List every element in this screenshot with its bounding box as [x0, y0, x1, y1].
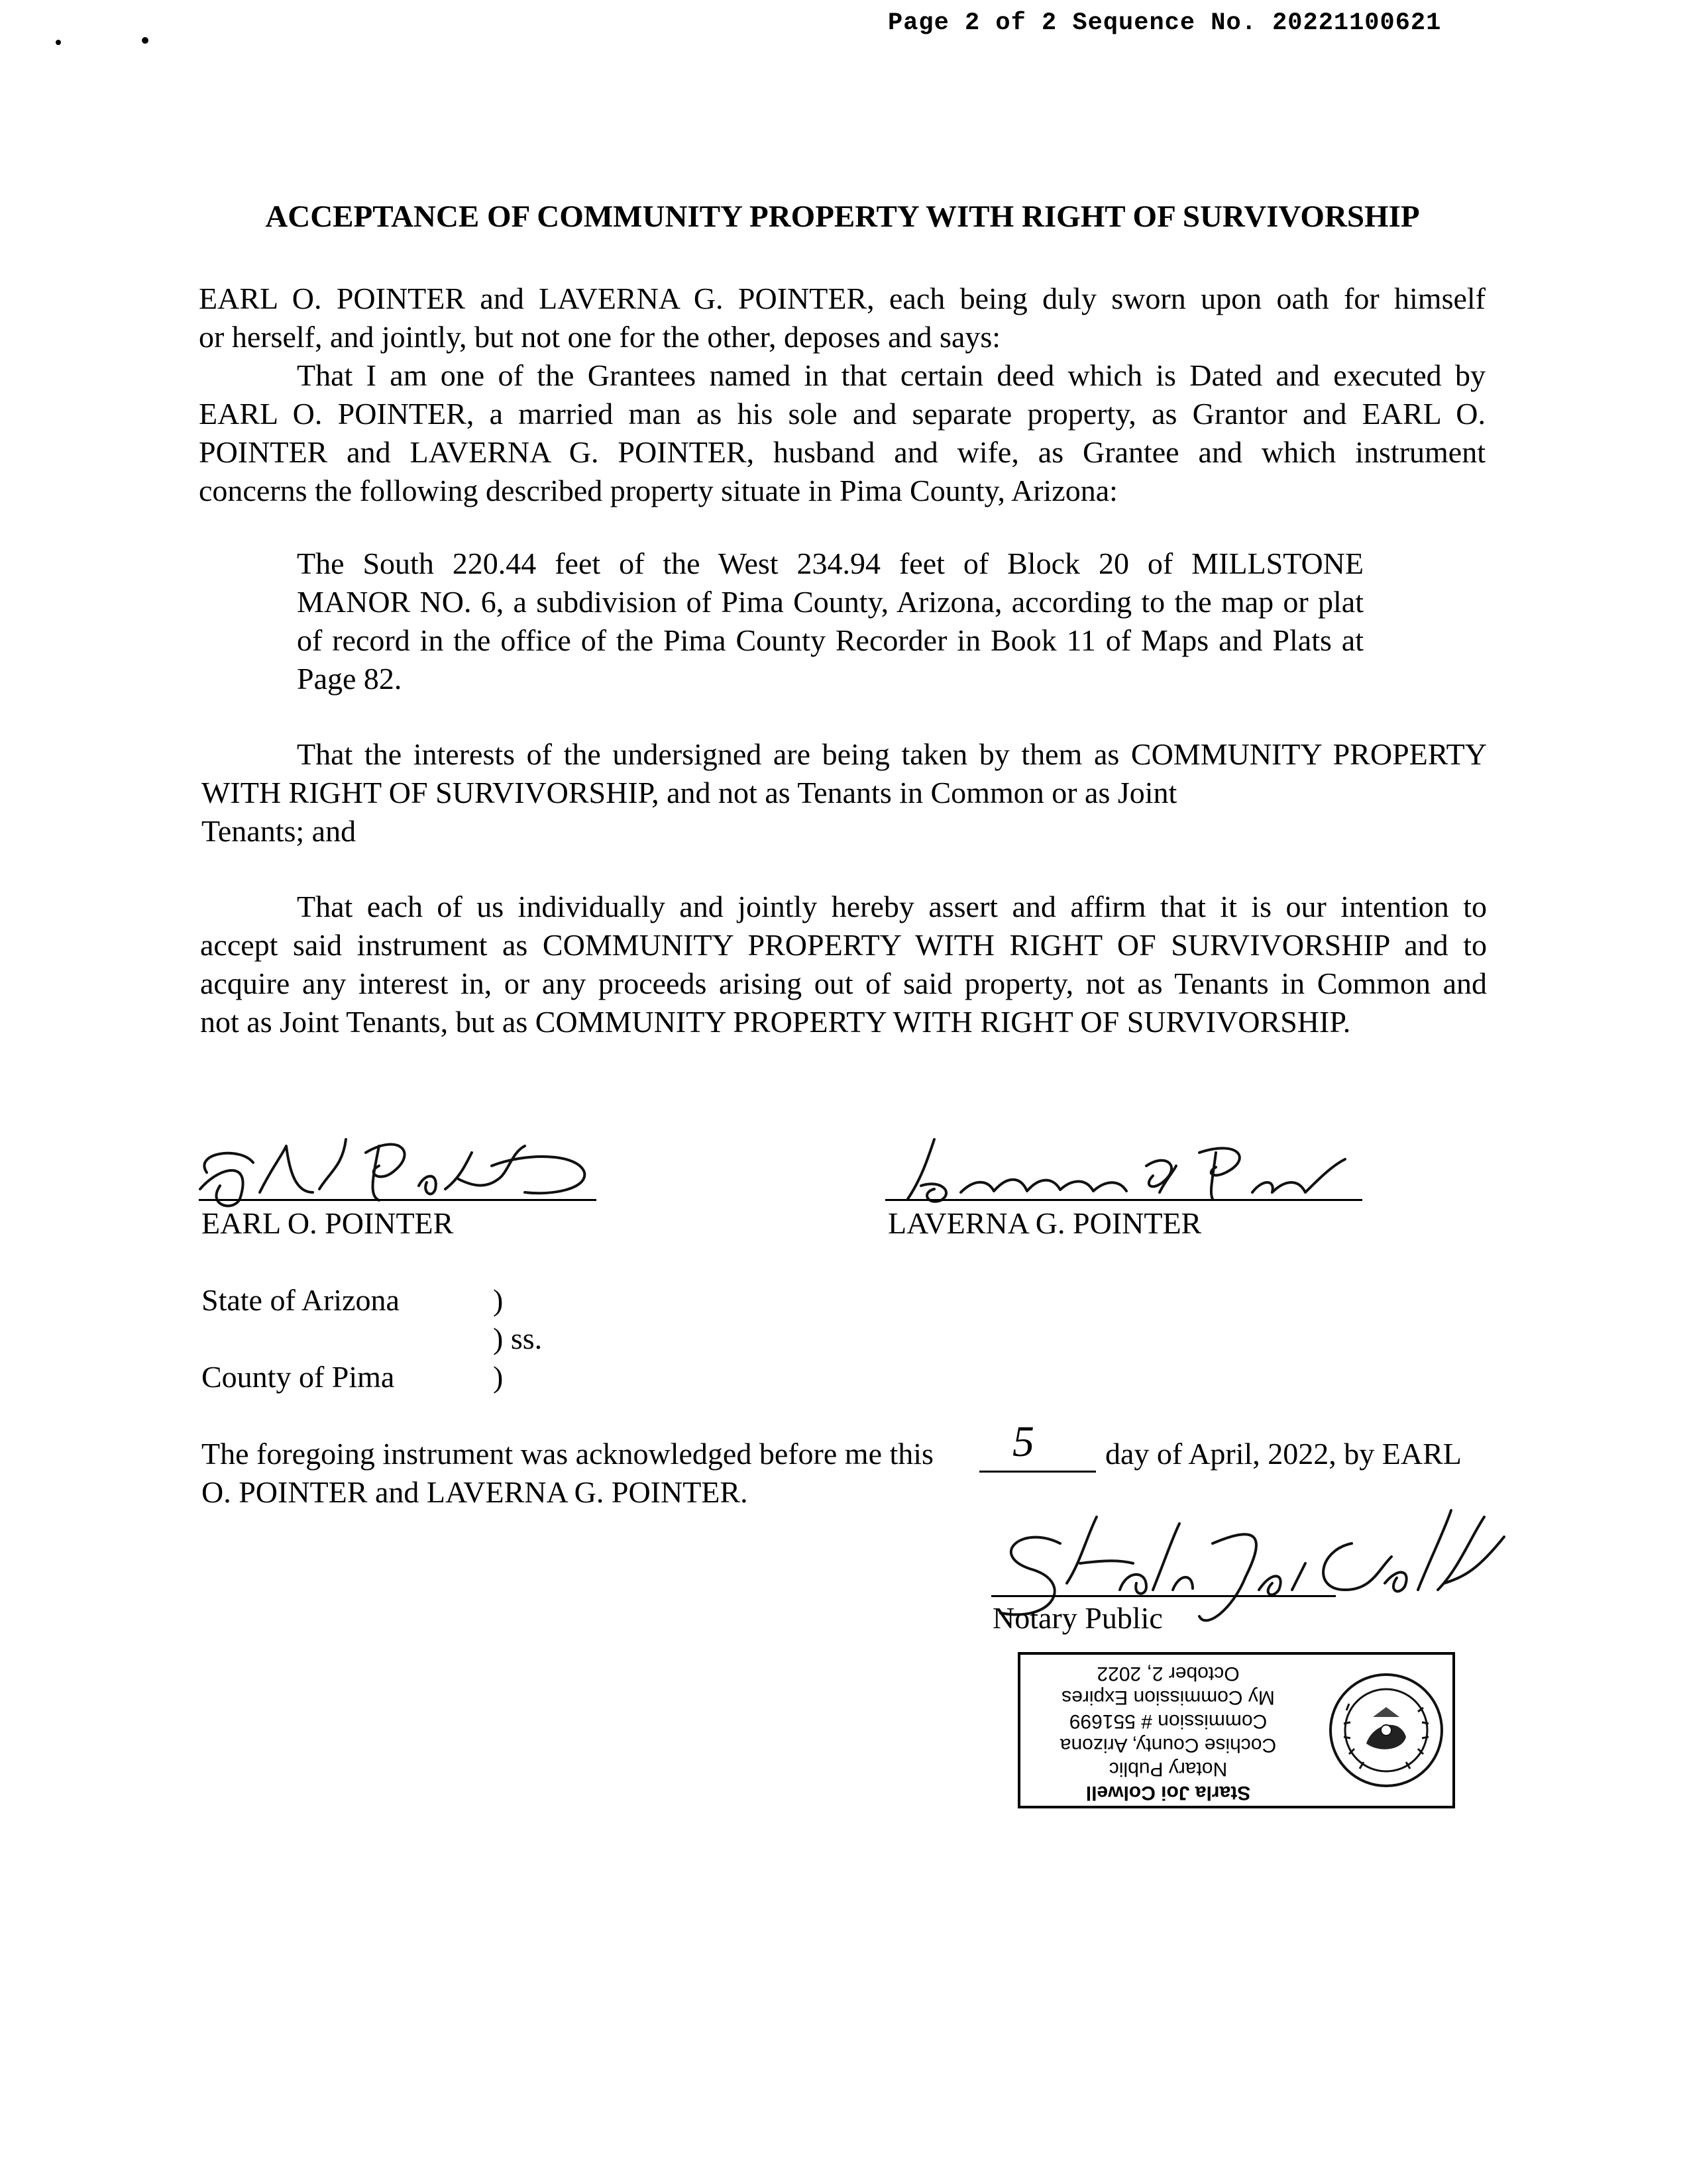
- seal-line: Starla Joi Colwell: [1085, 1782, 1251, 1804]
- intro-line: or herself, and jointly, but not one for the other, deposes and says:: [199, 320, 1001, 354]
- seal-line: October 2, 2022: [1097, 1663, 1240, 1685]
- notary-public-label: Notary Public: [993, 1601, 1163, 1635]
- notary-seal-text: [1026, 1661, 1311, 1804]
- page-sequence-header: Page 2 of 2 Sequence No. 20221100621: [888, 9, 1442, 37]
- legal-description-line: Page 82.: [297, 662, 402, 696]
- signature-line: [991, 1595, 1336, 1597]
- paragraph-line: POINTER and LAVERNA G. POINTER, husband and wife, as Grantee and which instrument: [199, 435, 1486, 469]
- paragraph-line: Tenants; and: [201, 814, 356, 848]
- acknowledgment-day: 5: [1012, 1418, 1034, 1466]
- signature-line: [885, 1199, 1362, 1201]
- day-blank-line: [979, 1471, 1096, 1473]
- intro-line: EARL O. POINTER and LAVERNA G. POINTER, each being duly sworn upon oath for himself: [199, 282, 1486, 315]
- venue-paren: ): [493, 1283, 504, 1317]
- paragraph-line: EARL O. POINTER, a married man as his sole and separate property, as Grantor and EARL O.: [199, 397, 1486, 431]
- seal-line: Commission # 551699: [1069, 1710, 1268, 1732]
- scan-speck: [142, 37, 148, 44]
- legal-description-line: The South 220.44 feet of the West 234.94 feet of Block 20 of MILLSTONE: [297, 546, 1364, 580]
- signer-name-earl: EARL O. POINTER: [201, 1206, 454, 1240]
- notary-seal-stamp: [1018, 1652, 1455, 1808]
- seal-line: Notary Public: [1109, 1758, 1228, 1780]
- acknowledgment-text: day of April, 2022, by EARL: [1105, 1437, 1462, 1471]
- paragraph-line: concerns the following described property situate in Pima County, Arizona:: [199, 474, 1118, 507]
- document-title: ACCEPTANCE OF COMMUNITY PROPERTY WITH RIGHT OF SURVIVORSHIP: [265, 199, 1420, 234]
- seal-line: Cochise County, Arizona: [1060, 1734, 1277, 1756]
- venue-county: County of Pima: [201, 1360, 395, 1394]
- paragraph-line: not as Joint Tenants, but as COMMUNITY PROPERTY WITH RIGHT OF SURVIVORSHIP.: [200, 1005, 1351, 1039]
- acknowledgment-text: The foregoing instrument was acknowledged before me this: [201, 1437, 934, 1471]
- paragraph-line: That I am one of the Grantees named in that certain deed which is Dated and executed by: [297, 358, 1486, 392]
- acknowledgment-text: O. POINTER and LAVERNA G. POINTER.: [201, 1475, 748, 1509]
- venue-ss: ) ss.: [493, 1322, 543, 1355]
- seal-line: My Commission Expires: [1061, 1687, 1275, 1708]
- legal-description-line: MANOR NO. 6, a subdivision of Pima County, Arizona, according to the map or plat: [297, 585, 1364, 619]
- paragraph-line: That the interests of the undersigned are being taken by them as COMMUNITY PROPERTY: [297, 737, 1487, 771]
- paragraph-line: accept said instrument as COMMUNITY PROPERTY WITH RIGHT OF SURVIVORSHIP and to: [200, 928, 1487, 962]
- signature-line: [199, 1199, 596, 1201]
- venue-paren: ): [493, 1360, 504, 1394]
- scan-speck: [56, 40, 61, 45]
- state-seal-emblem: [1327, 1671, 1446, 1790]
- venue-state: State of Arizona: [201, 1283, 400, 1317]
- paragraph-line: That each of us individually and jointly hereby assert and affirm that it is our intention to: [297, 890, 1487, 923]
- legal-description-line: of record in the office of the Pima County Recorder in Book 11 of Maps and Plats at: [297, 623, 1364, 657]
- paragraph-line: acquire any interest in, or any proceeds arising out of said property, not as Tenants in Common and: [200, 966, 1487, 1000]
- paragraph-line: WITH RIGHT OF SURVIVORSHIP, and not as Tenants in Common or as Joint: [201, 776, 1177, 809]
- signer-name-laverna: LAVERNA G. POINTER: [888, 1206, 1202, 1240]
